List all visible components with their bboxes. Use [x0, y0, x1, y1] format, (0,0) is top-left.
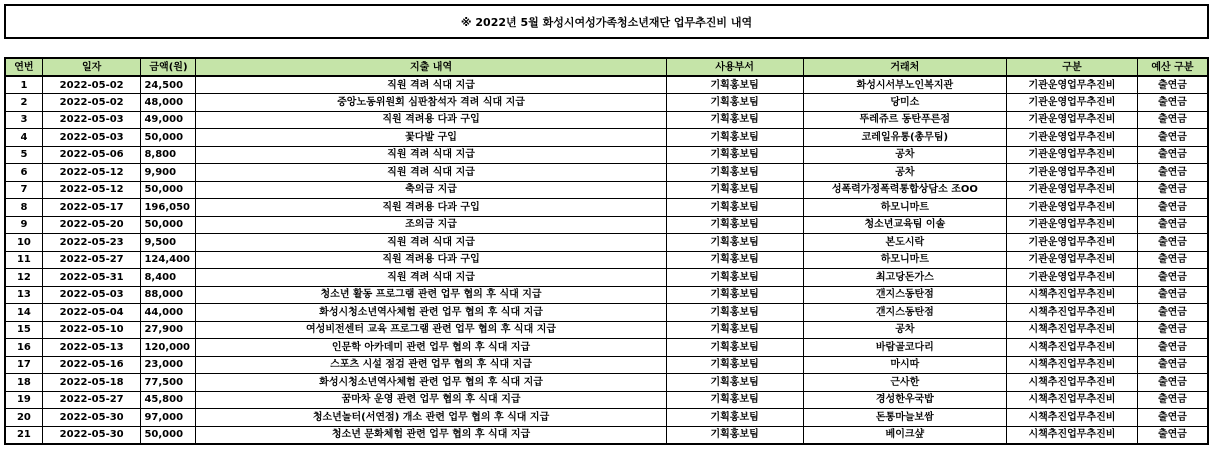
- table-row: [5, 251, 1208, 269]
- header-department: 사용부서: [666, 58, 803, 76]
- cell-budget: 출연금: [1137, 286, 1208, 304]
- table-row: [5, 164, 1208, 182]
- cell-category: 시책추진업무추진비: [1007, 304, 1138, 322]
- cell-date: 2022-05-12: [42, 164, 141, 182]
- cell-date: 2022-05-27: [42, 391, 141, 409]
- table-row: [5, 356, 1208, 374]
- cell-date: 2022-05-10: [42, 321, 141, 339]
- cell-department: 기획홍보팀: [666, 234, 803, 252]
- cell-department: 기획홍보팀: [666, 129, 803, 147]
- table-row: [5, 391, 1208, 409]
- cell-vendor: 공차: [803, 164, 1006, 182]
- cell-vendor: 하모니마트: [803, 251, 1006, 269]
- cell-amount: 8,400: [141, 269, 196, 287]
- cell-date: 2022-05-03: [42, 129, 141, 147]
- cell-budget: 출연금: [1137, 409, 1208, 427]
- cell-category: 기관운영업무추진비: [1007, 216, 1138, 234]
- cell-no: 17: [5, 356, 42, 374]
- cell-category: 시책추진업무추진비: [1007, 426, 1138, 444]
- cell-department: 기획홍보팀: [666, 181, 803, 199]
- header-no: 연번: [5, 58, 42, 76]
- table-row: [5, 146, 1208, 164]
- cell-amount: 124,400: [141, 251, 196, 269]
- cell-vendor: 당미소: [803, 94, 1006, 112]
- cell-description: 여성비전센터 교육 프로그램 관련 업무 협의 후 식대 지급: [196, 321, 666, 339]
- table-row: [5, 374, 1208, 392]
- cell-no: 21: [5, 426, 42, 444]
- cell-vendor: 성폭력가정폭력통합상담소 조OO: [803, 181, 1006, 199]
- cell-description: 직원 격려용 다과 구입: [196, 251, 666, 269]
- cell-category: 기관운영업무추진비: [1007, 94, 1138, 112]
- cell-description: 청소년 문화체험 관련 업무 협의 후 식대 지급: [196, 426, 666, 444]
- cell-date: 2022-05-02: [42, 94, 141, 112]
- cell-description: 화성시청소년역사체험 관련 업무 협의 후 식대 지급: [196, 304, 666, 322]
- cell-no: 16: [5, 339, 42, 357]
- cell-budget: 출연금: [1137, 321, 1208, 339]
- cell-amount: 44,000: [141, 304, 196, 322]
- cell-no: 11: [5, 251, 42, 269]
- cell-description: 청소년 활동 프로그램 관련 업무 협의 후 식대 지급: [196, 286, 666, 304]
- cell-description: 조의금 지급: [196, 216, 666, 234]
- cell-vendor: 코레일유통(총무팀): [803, 129, 1006, 147]
- cell-amount: 50,000: [141, 216, 196, 234]
- cell-category: 기관운영업무추진비: [1007, 181, 1138, 199]
- cell-vendor: 공차: [803, 146, 1006, 164]
- cell-budget: 출연금: [1137, 111, 1208, 129]
- cell-description: 청소년놀터(서연점) 개소 관련 업무 협의 후 식대 지급: [196, 409, 666, 427]
- cell-amount: 9,500: [141, 234, 196, 252]
- cell-no: 1: [5, 76, 42, 94]
- cell-description: 직원 격려 식대 지급: [196, 76, 666, 94]
- cell-date: 2022-05-06: [42, 146, 141, 164]
- table-row: [5, 199, 1208, 217]
- cell-vendor: 뚜레쥬르 동탄푸른점: [803, 111, 1006, 129]
- cell-budget: 출연금: [1137, 374, 1208, 392]
- cell-budget: 출연금: [1137, 129, 1208, 147]
- cell-date: 2022-05-23: [42, 234, 141, 252]
- cell-amount: 24,500: [141, 76, 196, 94]
- cell-budget: 출연금: [1137, 164, 1208, 182]
- header-vendor: 거래처: [803, 58, 1006, 76]
- cell-no: 6: [5, 164, 42, 182]
- cell-no: 10: [5, 234, 42, 252]
- cell-category: 시책추진업무추진비: [1007, 356, 1138, 374]
- cell-category: 시책추진업무추진비: [1007, 409, 1138, 427]
- cell-no: 14: [5, 304, 42, 322]
- cell-date: 2022-05-18: [42, 374, 141, 392]
- cell-department: 기획홍보팀: [666, 76, 803, 94]
- cell-vendor: 마시따: [803, 356, 1006, 374]
- cell-description: 직원 격려용 다과 구입: [196, 111, 666, 129]
- cell-department: 기획홍보팀: [666, 409, 803, 427]
- cell-budget: 출연금: [1137, 304, 1208, 322]
- cell-category: 기관운영업무추진비: [1007, 111, 1138, 129]
- cell-budget: 출연금: [1137, 94, 1208, 112]
- cell-amount: 49,000: [141, 111, 196, 129]
- cell-no: 3: [5, 111, 42, 129]
- cell-department: 기획홍보팀: [666, 269, 803, 287]
- cell-department: 기획홍보팀: [666, 251, 803, 269]
- cell-vendor: 공차: [803, 321, 1006, 339]
- cell-category: 기관운영업무추진비: [1007, 199, 1138, 217]
- cell-vendor: 경성한우국밥: [803, 391, 1006, 409]
- cell-budget: 출연금: [1137, 76, 1208, 94]
- cell-no: 5: [5, 146, 42, 164]
- cell-department: 기획홍보팀: [666, 304, 803, 322]
- table-row: [5, 286, 1208, 304]
- cell-budget: 출연금: [1137, 356, 1208, 374]
- cell-date: 2022-05-20: [42, 216, 141, 234]
- cell-description: 직원 격려 식대 지급: [196, 164, 666, 182]
- cell-amount: 9,900: [141, 164, 196, 182]
- cell-description: 꽃다발 구입: [196, 129, 666, 147]
- cell-amount: 50,000: [141, 129, 196, 147]
- cell-vendor: 갠지스동탄점: [803, 286, 1006, 304]
- cell-department: 기획홍보팀: [666, 339, 803, 357]
- cell-category: 기관운영업무추진비: [1007, 129, 1138, 147]
- cell-vendor: 근사한: [803, 374, 1006, 392]
- cell-category: 기관운영업무추진비: [1007, 146, 1138, 164]
- cell-budget: 출연금: [1137, 234, 1208, 252]
- cell-date: 2022-05-02: [42, 76, 141, 94]
- cell-category: 시책추진업무추진비: [1007, 391, 1138, 409]
- cell-category: 시책추진업무추진비: [1007, 339, 1138, 357]
- cell-description: 꿈마차 운영 관련 업무 협의 후 식대 지급: [196, 391, 666, 409]
- cell-description: 직원 격려용 다과 구입: [196, 199, 666, 217]
- table-row: [5, 76, 1208, 94]
- cell-date: 2022-05-31: [42, 269, 141, 287]
- table-row: [5, 321, 1208, 339]
- table-row: [5, 269, 1208, 287]
- cell-department: 기획홍보팀: [666, 199, 803, 217]
- cell-description: 직원 격려 식대 지급: [196, 234, 666, 252]
- cell-amount: 45,800: [141, 391, 196, 409]
- cell-department: 기획홍보팀: [666, 356, 803, 374]
- cell-department: 기획홍보팀: [666, 426, 803, 444]
- cell-department: 기획홍보팀: [666, 286, 803, 304]
- cell-budget: 출연금: [1137, 199, 1208, 217]
- cell-department: 기획홍보팀: [666, 216, 803, 234]
- cell-date: 2022-05-04: [42, 304, 141, 322]
- table-row: [5, 339, 1208, 357]
- cell-department: 기획홍보팀: [666, 164, 803, 182]
- cell-no: 9: [5, 216, 42, 234]
- cell-description: 인문학 아카데미 관련 업무 협의 후 식대 지급: [196, 339, 666, 357]
- cell-department: 기획홍보팀: [666, 94, 803, 112]
- cell-category: 시책추진업무추진비: [1007, 321, 1138, 339]
- cell-amount: 77,500: [141, 374, 196, 392]
- cell-amount: 27,900: [141, 321, 196, 339]
- cell-budget: 출연금: [1137, 391, 1208, 409]
- table-row: [5, 426, 1208, 444]
- cell-amount: 97,000: [141, 409, 196, 427]
- cell-no: 2: [5, 94, 42, 112]
- cell-no: 12: [5, 269, 42, 287]
- table-row: [5, 304, 1208, 322]
- cell-vendor: 갠지스동탄점: [803, 304, 1006, 322]
- cell-no: 20: [5, 409, 42, 427]
- cell-budget: 출연금: [1137, 269, 1208, 287]
- cell-no: 19: [5, 391, 42, 409]
- cell-amount: 8,800: [141, 146, 196, 164]
- table-row: [5, 216, 1208, 234]
- cell-budget: 출연금: [1137, 146, 1208, 164]
- cell-budget: 출연금: [1137, 216, 1208, 234]
- cell-department: 기획홍보팀: [666, 391, 803, 409]
- cell-date: 2022-05-03: [42, 111, 141, 129]
- cell-amount: 120,000: [141, 339, 196, 357]
- header-amount: 금액(원): [141, 58, 196, 76]
- table-row: [5, 409, 1208, 427]
- cell-amount: 88,000: [141, 286, 196, 304]
- cell-date: 2022-05-30: [42, 409, 141, 427]
- cell-vendor: 화성시서부노인복지관: [803, 76, 1006, 94]
- cell-date: 2022-05-17: [42, 199, 141, 217]
- table-row: [5, 234, 1208, 252]
- cell-date: 2022-05-03: [42, 286, 141, 304]
- table-row: [5, 129, 1208, 147]
- cell-amount: 50,000: [141, 426, 196, 444]
- cell-date: 2022-05-30: [42, 426, 141, 444]
- cell-department: 기획홍보팀: [666, 321, 803, 339]
- cell-description: 화성시청소년역사체험 관련 업무 협의 후 식대 지급: [196, 374, 666, 392]
- cell-vendor: 돈통마늘보쌈: [803, 409, 1006, 427]
- cell-amount: 50,000: [141, 181, 196, 199]
- cell-vendor: 본도시락: [803, 234, 1006, 252]
- cell-department: 기획홍보팀: [666, 111, 803, 129]
- cell-budget: 출연금: [1137, 251, 1208, 269]
- cell-date: 2022-05-13: [42, 339, 141, 357]
- cell-vendor: 청소년교육팀 이솔: [803, 216, 1006, 234]
- cell-budget: 출연금: [1137, 339, 1208, 357]
- header-date: 일자: [42, 58, 141, 76]
- cell-no: 7: [5, 181, 42, 199]
- cell-budget: 출연금: [1137, 426, 1208, 444]
- header-description: 지출 내역: [196, 58, 666, 76]
- cell-description: 중앙노동위원회 심판참석자 격려 식대 지급: [196, 94, 666, 112]
- cell-vendor: 최고당돈가스: [803, 269, 1006, 287]
- cell-vendor: 하모니마트: [803, 199, 1006, 217]
- cell-category: 기관운영업무추진비: [1007, 76, 1138, 94]
- cell-description: 스포츠 시설 점검 관련 업무 협의 후 식대 지급: [196, 356, 666, 374]
- cell-no: 13: [5, 286, 42, 304]
- cell-no: 15: [5, 321, 42, 339]
- cell-amount: 23,000: [141, 356, 196, 374]
- table-row: [5, 111, 1208, 129]
- cell-budget: 출연금: [1137, 181, 1208, 199]
- cell-department: 기획홍보팀: [666, 146, 803, 164]
- cell-description: 직원 격려 식대 지급: [196, 146, 666, 164]
- cell-category: 시책추진업무추진비: [1007, 374, 1138, 392]
- cell-vendor: 베이크샾: [803, 426, 1006, 444]
- cell-date: 2022-05-27: [42, 251, 141, 269]
- cell-description: 직원 격려 식대 지급: [196, 269, 666, 287]
- cell-vendor: 바람골코다리: [803, 339, 1006, 357]
- table-row: [5, 181, 1208, 199]
- cell-amount: 196,050: [141, 199, 196, 217]
- cell-category: 기관운영업무추진비: [1007, 234, 1138, 252]
- cell-date: 2022-05-12: [42, 181, 141, 199]
- cell-no: 18: [5, 374, 42, 392]
- header-category: 구분: [1007, 58, 1138, 76]
- cell-category: 기관운영업무추진비: [1007, 251, 1138, 269]
- report-title: ※ 2022년 5월 화성시여성가족청소년재단 업무추진비 내역: [4, 4, 1209, 39]
- table-header-row: [5, 58, 1208, 76]
- header-budget: 예산 구분: [1137, 58, 1208, 76]
- cell-category: 기관운영업무추진비: [1007, 269, 1138, 287]
- cell-category: 기관운영업무추진비: [1007, 164, 1138, 182]
- cell-amount: 48,000: [141, 94, 196, 112]
- cell-department: 기획홍보팀: [666, 374, 803, 392]
- cell-no: 4: [5, 129, 42, 147]
- cell-description: 축의금 지급: [196, 181, 666, 199]
- cell-date: 2022-05-16: [42, 356, 141, 374]
- cell-no: 8: [5, 199, 42, 217]
- expense-table: [4, 57, 1209, 445]
- cell-category: 시책추진업무추진비: [1007, 286, 1138, 304]
- table-row: [5, 94, 1208, 112]
